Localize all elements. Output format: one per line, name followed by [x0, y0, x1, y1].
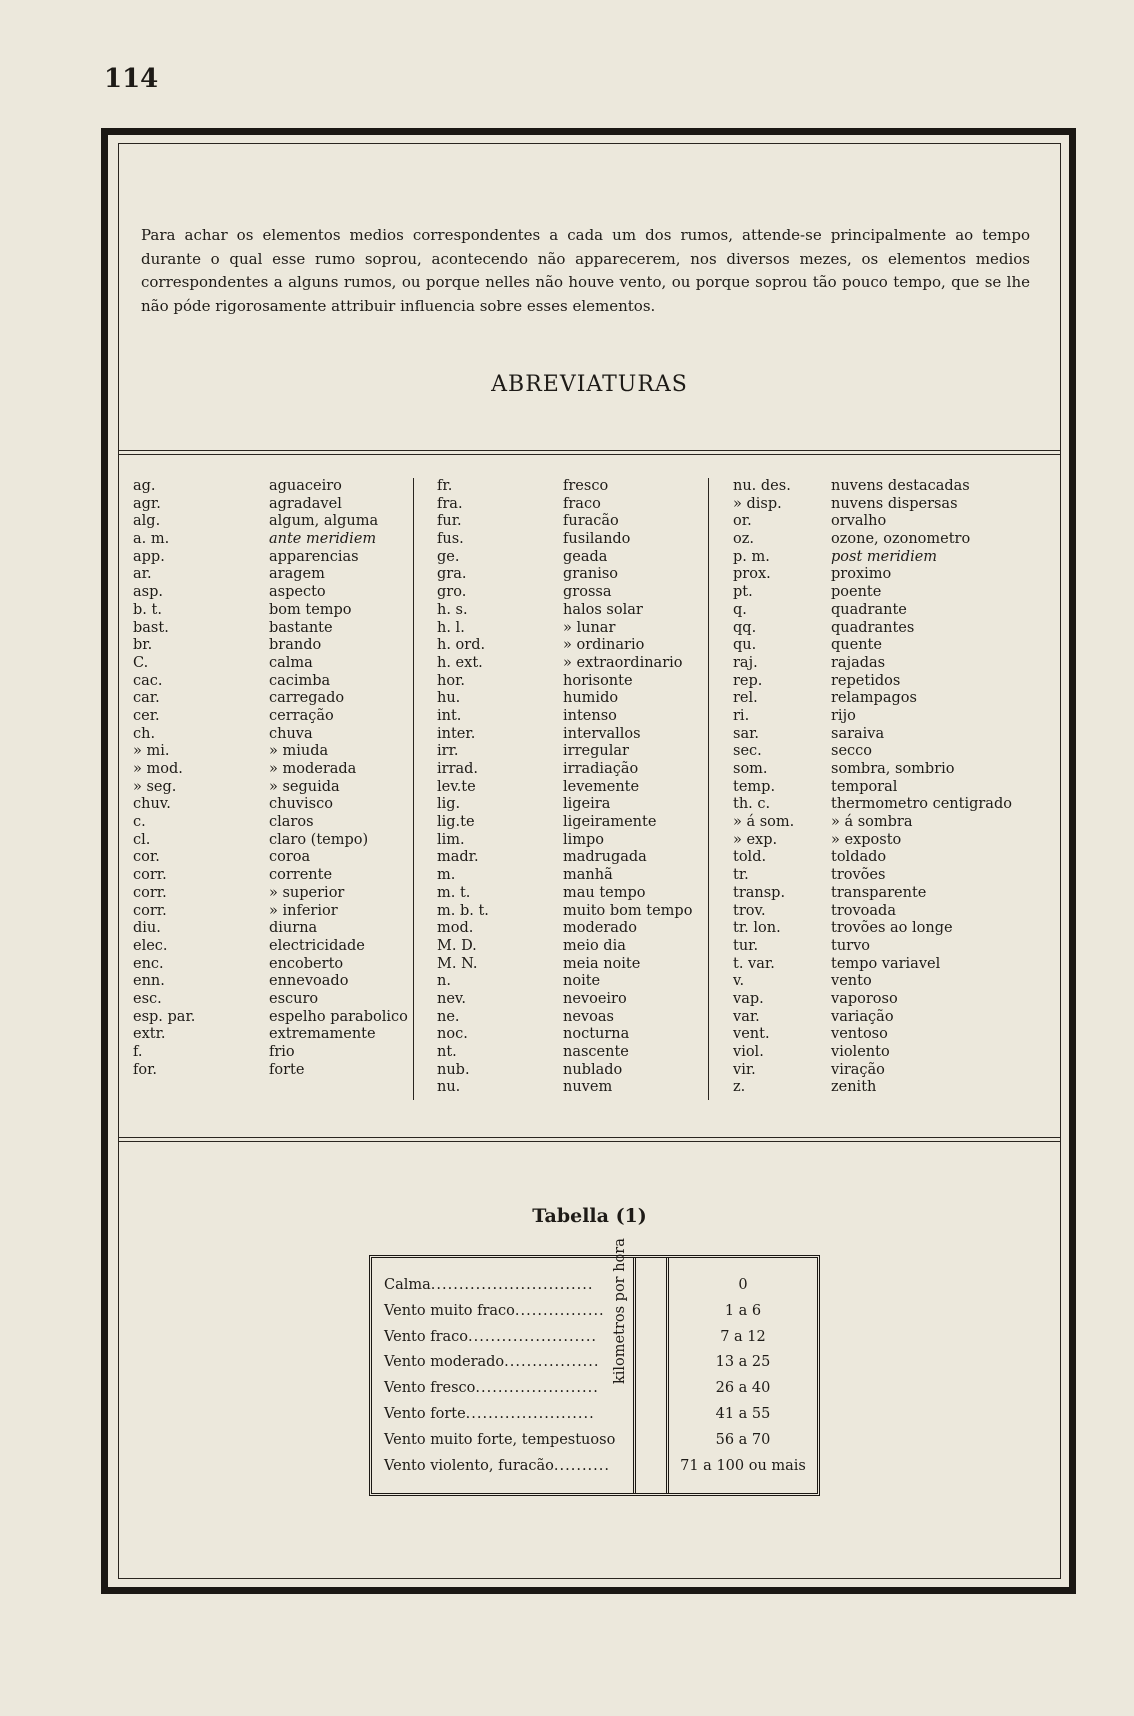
abbreviation: q. [733, 601, 747, 618]
content-frame-inner [118, 143, 1061, 1579]
abbreviation: fr. [437, 478, 453, 494]
abbreviation-meaning: madrugada [563, 849, 647, 866]
abbreviation-meaning: agradavel [269, 495, 342, 512]
abbreviation-meaning: ligeiramente [563, 814, 657, 831]
abbreviation-meaning: trovões ao longe [831, 920, 953, 937]
abbreviation-meaning: repetidos [831, 672, 901, 689]
abbreviation: ch. [133, 725, 156, 742]
abbreviation: m. b. t. [437, 902, 489, 919]
abbreviation-meaning: bastante [269, 619, 333, 636]
abbreviation: qq. [733, 619, 757, 636]
abbreviation-meaning: intenso [563, 707, 617, 724]
wind-category-label: Vento muito fraco [384, 1302, 515, 1319]
abbreviation: fra. [437, 495, 463, 512]
abbreviation: ge. [437, 548, 460, 565]
abbreviation-meaning: irradiação [563, 761, 639, 777]
abbreviation: h. ext. [437, 654, 483, 671]
wind-category-row [384, 1428, 624, 1454]
abbreviation: cor. [133, 849, 160, 866]
abbreviation-meaning: nocturna [563, 1026, 630, 1043]
abbreviation-meaning: irregular [563, 743, 629, 760]
abbreviation-meaning: nuvens destacadas [831, 478, 970, 494]
abbreviation: hor. [437, 672, 466, 689]
wind-category-label: Vento moderado [384, 1354, 505, 1371]
abbreviation: b. t. [133, 601, 162, 618]
abbreviation-meaning: » exposto [831, 831, 902, 848]
abbreviation: noc. [437, 1026, 468, 1043]
abbreviation: corr. [133, 867, 167, 884]
abbreviation-meaning: » miuda [269, 743, 329, 760]
abbreviation: rep. [733, 672, 763, 689]
abbreviation: m. [437, 867, 456, 884]
col3-abbr-column [733, 478, 829, 1097]
abbreviation: v. [733, 973, 745, 990]
abbreviation: extr. [133, 1026, 166, 1043]
abbreviation: br. [133, 637, 153, 654]
abbreviation-meaning: halos solar [563, 601, 643, 618]
wind-speed-value: 26 a 40 [715, 1380, 771, 1397]
unit-label: kilometros por hora [612, 1238, 628, 1384]
abbreviation-meaning: nevoeiro [563, 990, 627, 1007]
abbreviation: for. [133, 1061, 158, 1078]
abbreviation-meaning: rajadas [831, 654, 886, 671]
abbreviation: » mod. [133, 761, 183, 777]
abbreviation-meaning: nevoas [563, 1008, 614, 1025]
wind-category-row [384, 1376, 624, 1402]
col2-abbr-column [437, 478, 557, 1097]
wind-speed-value: 1 a 6 [724, 1302, 762, 1319]
abbreviation: cac. [133, 672, 163, 689]
intro-paragraph: Para achar os elementos medios correspondentes a cada um dos rumos, attende-se principalmente ao tempo durante o qual esse rumo soprou, acontecendo não apparecerem, nos diversos mezes, os elementos medios correspondentes a alguns rumos, ou porque nelles não houve vento, ou porque soprou tão pouco tempo, que se lhe não póde rigorosamente attribuir influencia sobre esses elementos. [141, 226, 1030, 315]
abbreviation-meaning: vento [831, 973, 872, 990]
abbreviation: nub. [437, 1061, 470, 1078]
abbreviation-meaning: » moderada [269, 761, 357, 777]
col3-meaning-column [831, 478, 1031, 1097]
abbreviation-meaning: turvo [831, 937, 871, 954]
abbreviation-meaning: thermometro centigrado [831, 796, 1012, 813]
abbreviation-meaning: furacão [563, 513, 619, 530]
abbreviation-meaning: quadrante [831, 601, 907, 618]
abbreviation: bast. [133, 619, 169, 636]
abbreviation: qu. [733, 637, 757, 654]
abbreviation: irrad. [437, 761, 479, 777]
abbreviation-meaning: calma [269, 654, 313, 671]
abbreviation: a. m. [133, 531, 170, 548]
abbreviation: h. ord. [437, 637, 486, 654]
abbreviation-meaning: aragem [269, 566, 325, 583]
abbreviation-meaning: muito bom tempo [563, 902, 693, 919]
abbreviation: or. [733, 513, 752, 530]
abbreviation-meaning: ennevoado [269, 973, 349, 990]
abbreviation-meaning: transparente [831, 884, 927, 901]
leader-dots: ...................... [475, 1380, 599, 1397]
leader-dots: .......... [553, 1457, 610, 1474]
column-divider-2 [708, 478, 709, 1100]
abbreviation-meaning: relampagos [831, 690, 917, 707]
table-divider-2 [666, 1258, 669, 1493]
abbreviation-meaning: rijo [831, 707, 856, 724]
abbreviation: prox. [733, 566, 771, 583]
wind-category-label: Vento fraco [384, 1328, 469, 1345]
wind-category-row [384, 1325, 624, 1351]
abbreviation-meaning: cacimba [269, 672, 331, 689]
abbreviation-meaning: claros [269, 814, 314, 831]
abbreviation: ar. [133, 566, 152, 583]
abbreviations-title: ABREVIATURAS [491, 372, 688, 397]
abbreviation: transp. [733, 884, 786, 901]
abbreviation: n. [437, 973, 451, 990]
col2-meaning-column [563, 478, 723, 1097]
leader-dots: ....................... [465, 1405, 595, 1422]
abbreviation-meaning: escuro [269, 990, 319, 1007]
abbreviation-meaning: aguaceiro [269, 478, 342, 494]
abbreviation-meaning: diurna [269, 920, 318, 937]
wind-category-label: Vento violento, furacão [384, 1457, 554, 1474]
abbreviation-meaning: bom tempo [269, 601, 352, 618]
abbreviation-meaning: temporal [831, 778, 898, 795]
abbreviation-meaning: nuvens dispersas [831, 495, 958, 512]
wind-category-row [384, 1454, 624, 1480]
abbreviation-meaning: zenith [831, 1079, 877, 1096]
abbreviation-meaning: » ordinario [563, 637, 645, 654]
abbreviation-meaning: algum, alguma [269, 513, 379, 530]
wind-category-label: Vento forte [384, 1405, 466, 1422]
abbreviation: cl. [133, 831, 151, 848]
abbreviation: p. m. [733, 548, 770, 565]
abbreviation-meaning: humido [563, 690, 619, 707]
abbreviation: lig. [437, 796, 461, 813]
abbreviation-meaning: horisonte [563, 672, 633, 689]
abbreviation-meaning: vaporoso [831, 990, 898, 1007]
abbreviation-meaning: ventoso [831, 1026, 888, 1043]
abbreviation-meaning: limpo [563, 831, 605, 848]
wind-category-column [384, 1273, 624, 1479]
abbreviation: f. [133, 1044, 143, 1060]
abbreviation: fus. [437, 531, 464, 548]
wind-category-label: Vento muito forte, tempestuoso [384, 1431, 616, 1448]
abbreviation-meaning: manhã [563, 867, 613, 884]
abbreviation: gra. [437, 566, 467, 583]
abbreviation-meaning: fresco [563, 478, 609, 494]
column-divider-1 [413, 478, 414, 1100]
abbreviation-meaning: fraco [563, 495, 601, 512]
abbreviation: app. [133, 548, 165, 565]
abbreviation: som. [733, 761, 768, 777]
abbreviation-meaning: levemente [563, 778, 640, 795]
abbreviations-table [119, 478, 1060, 1104]
abbreviation: gro. [437, 584, 467, 601]
abbreviation: ne. [437, 1008, 460, 1025]
abbreviation-meaning: cerração [269, 707, 334, 724]
abbreviation: vent. [733, 1026, 770, 1043]
content-frame [101, 128, 1076, 1594]
abbreviation-meaning: noite [563, 973, 601, 990]
abbreviation: oz. [733, 531, 754, 548]
abbreviation: th. c. [733, 796, 771, 813]
abbreviation: viol. [733, 1044, 764, 1060]
abbreviation: nt. [437, 1044, 457, 1060]
abbreviation: c. [133, 814, 146, 831]
page-number: 114 [104, 64, 159, 94]
abbreviation: M. N. [437, 955, 478, 972]
abbreviation-meaning: chuvisco [269, 796, 333, 813]
abbreviation: asp. [133, 584, 163, 601]
abbreviation-meaning: espelho parabolico [269, 1008, 408, 1025]
abbreviation: corr. [133, 884, 167, 901]
wind-speed-value: 56 a 70 [715, 1431, 771, 1448]
abbreviation-meaning: ligeira [563, 796, 611, 813]
abbreviation-meaning: post meridiem [831, 548, 938, 565]
abbreviation-meaning: quente [831, 637, 882, 654]
abbreviation: agr. [133, 495, 161, 512]
abbreviation-meaning: ante meridiem [269, 531, 377, 548]
abbreviation: h. s. [437, 601, 468, 618]
abbreviation: madr. [437, 849, 479, 866]
abbreviation-meaning: apparencias [269, 548, 359, 565]
abbreviation: lim. [437, 831, 465, 848]
abbreviation: trov. [733, 902, 766, 919]
abbreviation: ri. [733, 707, 750, 724]
abbreviation-meaning: fusilando [563, 531, 631, 548]
wind-category-label: Vento fresco [384, 1380, 476, 1397]
abbreviation: rel. [733, 690, 758, 707]
wind-category-row [384, 1273, 624, 1299]
abbreviation: ag. [133, 478, 156, 494]
wind-speed-value: 71 a 100 ou mais [680, 1457, 806, 1474]
abbreviation: sar. [733, 725, 760, 742]
abbreviation-meaning: extremamente [269, 1026, 376, 1043]
abbreviation-meaning: » á sombra [831, 814, 913, 831]
abbreviation-meaning: forte [269, 1061, 305, 1078]
abbreviation: tr. lon. [733, 920, 781, 937]
leader-dots: ....................... [468, 1328, 598, 1345]
abbreviation-meaning: » inferior [269, 902, 338, 919]
abbreviation: car. [133, 690, 160, 707]
abbreviation: nu. des. [733, 478, 791, 494]
abbreviation: tr. [733, 867, 749, 884]
wind-speed-column [670, 1273, 816, 1479]
abbreviation: esc. [133, 990, 162, 1007]
abbreviation: fur. [437, 513, 462, 530]
abbreviation: t. var. [733, 955, 775, 972]
abbreviation: esp. par. [133, 1008, 196, 1025]
abbreviation: temp. [733, 778, 776, 795]
abbreviation-meaning: trovões [831, 867, 886, 884]
bottom-rule [119, 1137, 1060, 1142]
abbreviation-meaning: corrente [269, 867, 333, 884]
abbreviation: elec. [133, 937, 168, 954]
abbreviation-meaning: secco [831, 743, 872, 760]
abbreviation: » seg. [133, 778, 177, 795]
abbreviation: m. t. [437, 884, 471, 901]
abbreviation: mod. [437, 920, 474, 937]
abbreviation: vap. [733, 990, 764, 1007]
abbreviation: enc. [133, 955, 164, 972]
abbreviation-meaning: carregado [269, 690, 345, 707]
wind-speed-value: 0 [738, 1277, 748, 1293]
abbreviation: h. l. [437, 619, 465, 636]
abbreviation-meaning: violento [831, 1044, 890, 1060]
abbreviation-meaning: coroa [269, 849, 311, 866]
abbreviation: vir. [733, 1061, 756, 1078]
tabella-title: Tabella (1) [532, 1205, 647, 1227]
abbreviation-meaning: » lunar [563, 619, 616, 636]
abbreviation: nu. [437, 1079, 461, 1096]
abbreviation: lev.te [437, 778, 476, 795]
wind-speed-table [369, 1238, 820, 1496]
abbreviation: inter. [437, 725, 476, 742]
abbreviation-meaning: chuva [269, 725, 313, 742]
abbreviation-meaning: electricidade [269, 937, 365, 954]
abbreviation-meaning: nuvem [563, 1079, 613, 1096]
abbreviation-meaning: poente [831, 584, 882, 601]
abbreviation-meaning: tempo variavel [831, 955, 941, 972]
abbreviation-meaning: encoberto [269, 955, 344, 972]
abbreviation: tur. [733, 937, 759, 954]
abbreviation: int. [437, 707, 462, 724]
abbreviation-meaning: toldado [831, 849, 887, 866]
abbreviation: var. [733, 1008, 760, 1025]
abbreviation: z. [733, 1079, 746, 1096]
wind-speed-value: 41 a 55 [715, 1405, 771, 1422]
abbreviation-meaning: claro (tempo) [269, 831, 369, 848]
abbreviation: corr. [133, 902, 167, 919]
abbreviation: cer. [133, 707, 160, 724]
abbreviation: nev. [437, 990, 466, 1007]
abbreviation: raj. [733, 654, 758, 671]
abbreviation-meaning: nublado [563, 1061, 623, 1078]
abbreviation-meaning: orvalho [831, 513, 887, 530]
abbreviation: diu. [133, 920, 161, 937]
col1-meaning-column [269, 478, 419, 1079]
abbreviation-meaning: nascente [563, 1044, 629, 1060]
abbreviation: hu. [437, 690, 461, 707]
abbreviation-meaning: geada [563, 548, 608, 565]
abbreviation-meaning: mau tempo [563, 884, 646, 901]
wind-speed-value: 13 a 25 [715, 1354, 771, 1371]
abbreviation: » disp. [733, 495, 782, 512]
abbreviation-meaning: viração [831, 1061, 885, 1078]
abbreviation-meaning: meia noite [563, 955, 641, 972]
wind-category-row [384, 1402, 624, 1428]
abbreviation: » exp. [733, 831, 778, 848]
abbreviation: pt. [733, 584, 753, 601]
top-rule [119, 450, 1060, 455]
abbreviation-meaning: brando [269, 637, 322, 654]
wind-category-row [384, 1350, 624, 1376]
wind-category-row [384, 1299, 624, 1325]
abbreviation: alg. [133, 513, 161, 530]
abbreviation: C. [133, 654, 149, 671]
abbreviation: told. [733, 849, 767, 866]
abbreviation-meaning: intervallos [563, 725, 641, 742]
abbreviation: M. D. [437, 937, 477, 954]
abbreviation-meaning: aspecto [269, 584, 326, 601]
abbreviation-meaning: grossa [563, 584, 612, 601]
abbreviation-meaning: frio [269, 1044, 295, 1060]
abbreviation-meaning: graniso [563, 566, 619, 583]
abbreviation: chuv. [133, 796, 171, 813]
leader-dots: ................ [514, 1302, 605, 1319]
abbreviation-meaning: moderado [563, 920, 637, 937]
abbreviation-meaning: variação [831, 1008, 894, 1025]
wind-speed-value: 7 a 12 [720, 1328, 766, 1345]
abbreviation: lig.te [437, 814, 475, 831]
abbreviation-meaning: quadrantes [831, 619, 915, 636]
abbreviation: » á som. [733, 814, 795, 831]
abbreviation-meaning: » superior [269, 884, 345, 901]
abbreviation-meaning: meio dia [563, 937, 626, 954]
col1-abbr-column [133, 478, 263, 1079]
abbreviation-meaning: sombra, sombrio [831, 761, 955, 777]
abbreviation-meaning: » seguida [269, 778, 340, 795]
abbreviation-meaning: proximo [831, 566, 892, 583]
leader-dots: ............................. [430, 1277, 594, 1293]
abbreviation: enn. [133, 973, 165, 990]
abbreviation: irr. [437, 743, 459, 760]
wind-category-label: Calma [384, 1277, 431, 1293]
abbreviation-meaning: saraiva [831, 725, 885, 742]
abbreviation-meaning: ozone, ozonometro [831, 531, 971, 548]
abbreviation-meaning: trovoada [831, 902, 896, 919]
abbreviation: sec. [733, 743, 762, 760]
leader-dots: ................. [504, 1354, 600, 1371]
table-divider-1 [633, 1258, 636, 1493]
abbreviation-meaning: » extraordinario [563, 654, 683, 671]
abbreviation: » mi. [133, 743, 170, 760]
